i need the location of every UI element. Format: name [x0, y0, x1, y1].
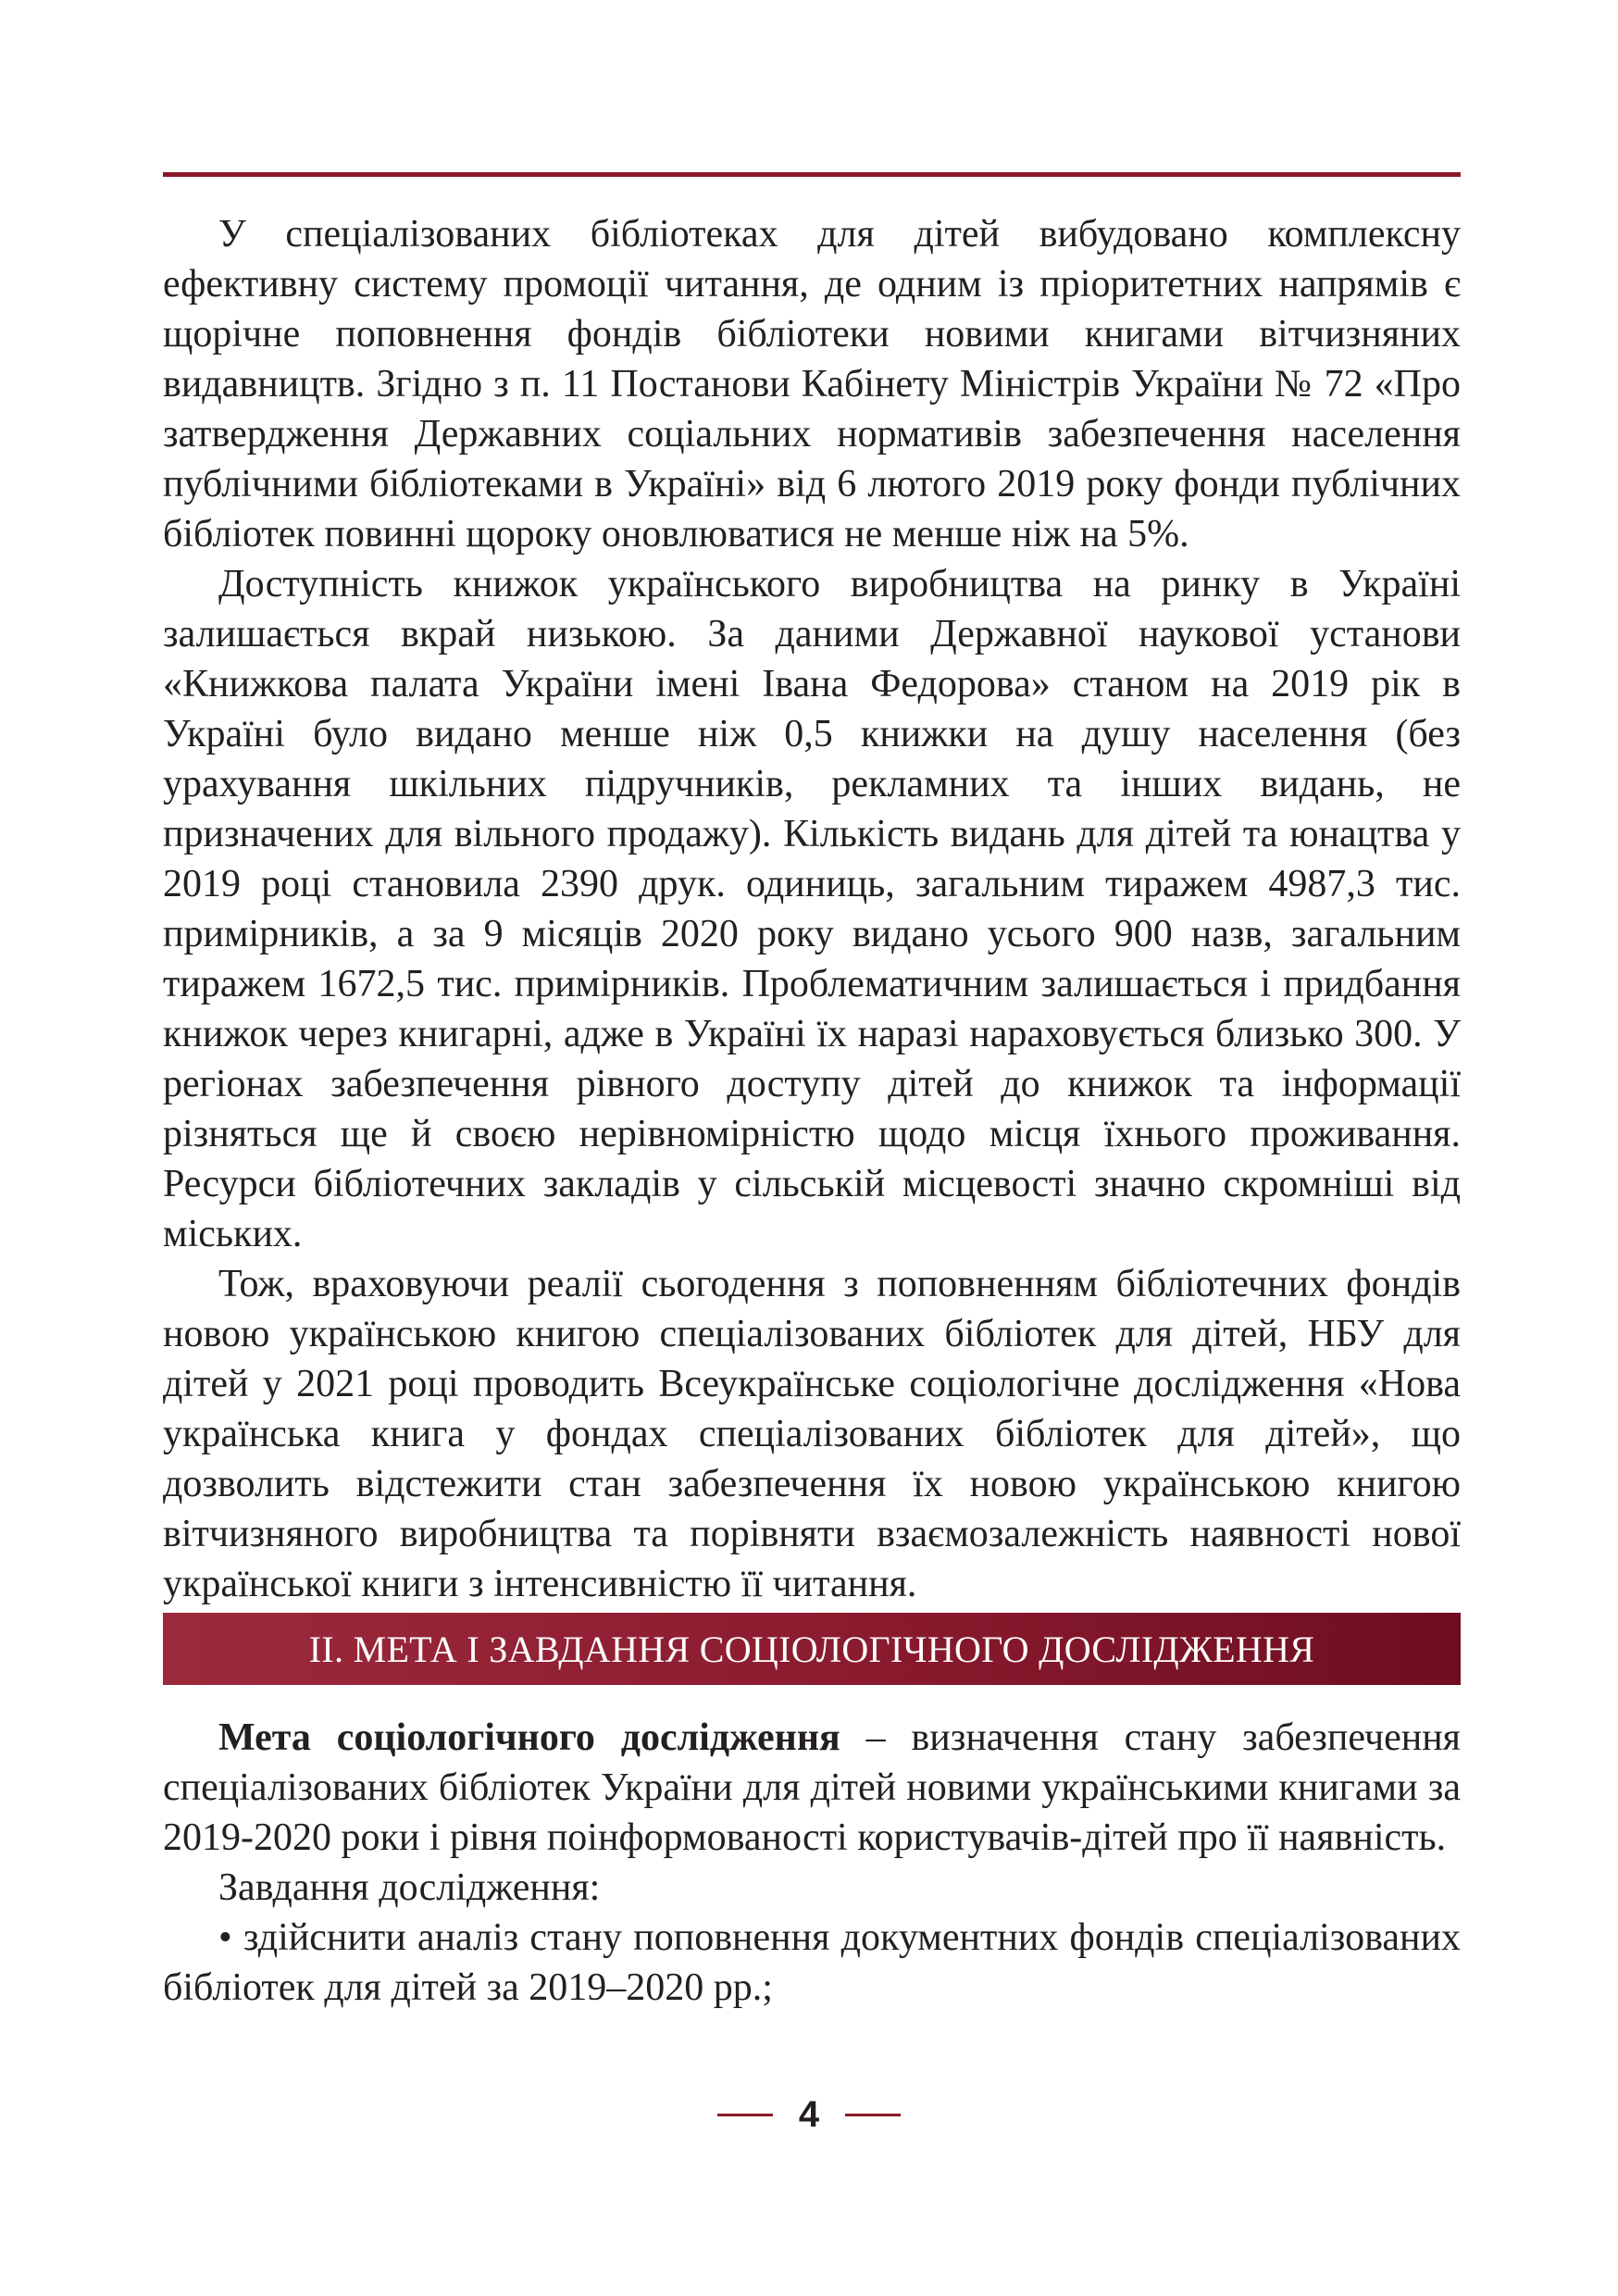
goal-text: – визначення стану забезпечення спеціалізованих бібліотек України для дітей новими українськими книгами за 2019-2020 роки і рівня поінформованості користувачів-дітей про її наявність. — [163, 1716, 1461, 1859]
page-number: 4 — [798, 2094, 820, 2135]
paragraph: Доступність книжок українського виробництва на ринку в Україні залишається вкрай низькою. За даними Державної наукової установи «Книжкова палата України імені Івана Федорова» станом на 2019 рік в Україні було видано менше ніж 0,5 книжки на душу населення (без урахування шкільних підручників, рекламних та інших видань, не призначених для вільного продажу). Кількість видань для дітей та юнацтва у 2019 році становила 2390 друк. одиниць, загальним тиражем 4987,3 тис. примірників, а за 9 місяців 2020 року видано усього 900 назв, загальним тиражем 1672,5 тис. примірників. Проблематичним залишається і придбання книжок через книгарні, адже в Україні їх наразі нараховується близько 300. У регіонах забезпечення рівного доступу дітей до книжок та інформації різняться ще й своєю нерівномірністю щодо місця їхнього проживання. Ресурси бібліотечних закладів у сільській місцевості значно скромніші від міських. — [163, 563, 1461, 1255]
section-heading: ІІ. МЕТА І ЗАВДАННЯ СОЦІОЛОГІЧНОГО ДОСЛІДЖЕННЯ — [308, 1628, 1315, 1670]
goal-term: Мета соціологічного дослідження — [218, 1716, 840, 1759]
goal-section — [163, 1713, 1461, 2013]
page-footer — [0, 2094, 1618, 2136]
header-rule — [163, 172, 1461, 177]
footer-dash-left — [717, 2114, 773, 2116]
goal-paragraph — [163, 1713, 1461, 1863]
section-heading-bar — [163, 1613, 1461, 1685]
footer-dash-right — [845, 2114, 901, 2116]
task-item: • здійснити аналіз стану поповнення документних фондів спеціалізованих бібліотек для дітей за 2019–2020 рр.; — [163, 1916, 1461, 2009]
tasks-heading: Завдання дослідження: — [218, 1866, 601, 1909]
paragraph: Тож, враховуючи реалії сьогодення з поповненням бібліотечних фондів новою українською книгою спеціалізованих бібліотек для дітей, НБУ для дітей у 2021 році проводить Всеукраїнське соціологічне дослідження «Нова українська книга у фондах спеціалізованих бібліотек для дітей», що дозволить відстежити стан забезпечення їх новою українською книгою вітчизняного виробництва та порівняти взаємозалежність наявності нової української книги з інтенсивністю її читання. — [163, 1263, 1461, 1605]
intro-section — [163, 209, 1461, 1609]
paragraph: У спеціалізованих бібліотеках для дітей вибудовано комплексну ефективну систему промоції читання, де одним із пріоритетних напрямів є щорічне поповнення фондів бібліотеки новими книгами вітчизняних видавництв. Згідно з п. 11 Постанови Кабінету Міністрів України № 72 «Про затвердження Державних соціальних нормативів забезпечення населення публічними бібліотеками в Україні» від 6 лютого 2019 року фонди публічних бібліотек повинні щороку оновлюватися не менше ніж на 5%. — [163, 213, 1461, 555]
